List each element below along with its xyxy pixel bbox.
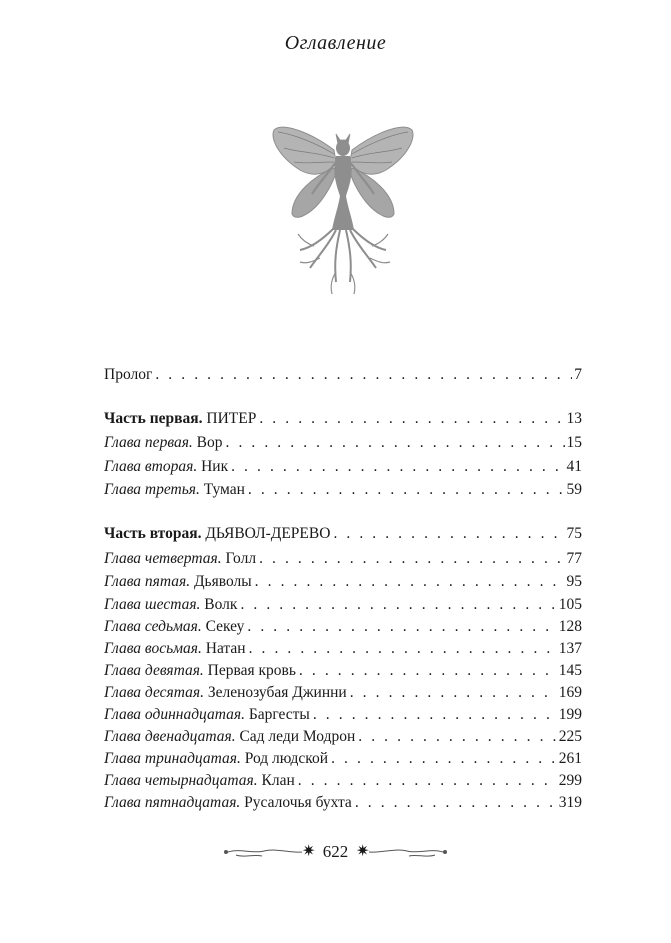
toc-entry-label	[104, 616, 247, 638]
dot-leader	[259, 548, 564, 570]
dot-leader	[249, 638, 557, 660]
toc-entry-title: Зеленозубая Джинни	[203, 684, 347, 701]
toc-heading: Оглавление	[284, 32, 387, 54]
toc-entry-prefix: Глава седьмая.	[104, 618, 202, 635]
dot-leader	[350, 682, 557, 704]
toc-entry-page: 261	[558, 750, 582, 767]
dot-leader	[231, 456, 564, 478]
dot-leader	[298, 770, 557, 792]
toc-entry	[104, 432, 582, 454]
toc-entry	[104, 616, 582, 638]
toc-entry-prefix: Глава одиннадцатая.	[104, 706, 245, 723]
toc-entry-prefix: Глава девятая.	[104, 662, 204, 679]
toc-entry-title: Волк	[200, 596, 238, 613]
dot-leader	[240, 594, 556, 616]
toc-entry-page: 105	[558, 596, 582, 613]
toc-entry-label	[104, 432, 226, 454]
toc-entry-page: 15	[566, 434, 582, 451]
toc-entry-page: 137	[558, 640, 582, 657]
dot-leader	[331, 748, 557, 770]
toc-entry	[104, 748, 582, 770]
toc-entry-label	[104, 456, 231, 478]
fairy-illustration	[270, 122, 416, 298]
toc-entry-page: 75	[566, 525, 582, 542]
toc-entry	[104, 364, 582, 386]
toc-entry-label	[104, 638, 249, 660]
toc-entry-page: 319	[558, 794, 582, 811]
toc-entry-page: 77	[566, 550, 582, 567]
toc-entry-title: Дьяволы	[190, 573, 252, 590]
toc-entry	[104, 523, 582, 545]
toc-entry-prefix: Глава первая.	[104, 434, 193, 451]
toc-entry	[104, 548, 582, 570]
toc-entry-prefix: Глава десятая.	[104, 684, 204, 701]
toc-entry-title: Натан	[201, 640, 246, 657]
dot-leader	[247, 616, 556, 638]
toc-entry-title: Клан	[257, 772, 295, 789]
toc-entry-title: Секеу	[201, 618, 245, 635]
toc-entry-title: Вор	[192, 434, 223, 451]
dot-leader	[259, 408, 564, 430]
toc-entry-prefix: Глава восьмая.	[104, 640, 202, 657]
toc-entry-label	[104, 770, 298, 792]
toc-entry-prefix: Глава третья.	[104, 481, 200, 498]
toc-entry	[104, 479, 582, 501]
toc-entry-label	[104, 748, 331, 770]
toc-entry-title: Туман	[199, 481, 245, 498]
toc-entry-prefix: Глава вторая.	[104, 458, 198, 475]
toc-entry-prefix: Глава четырнадцатая.	[104, 772, 258, 789]
star-right-icon: ✷	[356, 843, 370, 860]
dot-leader	[333, 523, 564, 545]
toc-entry-title: ПИТЕР	[202, 410, 257, 427]
toc-entry-page: 169	[558, 684, 582, 701]
toc-entry-title: Ник	[197, 458, 229, 475]
toc-entry-title: ДЬЯВОЛ-ДЕРЕВО	[201, 525, 331, 542]
toc-entry-page: 95	[566, 573, 582, 590]
toc-entry-label	[104, 571, 255, 593]
toc-entry-label	[104, 548, 259, 570]
toc-entry-prefix: Часть вторая.	[104, 525, 202, 542]
toc-entry-title: Пролог	[104, 366, 153, 383]
toc-entry-prefix: Глава двенадцатая.	[104, 728, 236, 745]
toc-entry	[104, 638, 582, 660]
toc-entry-label	[104, 726, 358, 748]
page-number: 622	[322, 842, 349, 861]
toc-entry-prefix: Глава четвертая.	[104, 550, 222, 567]
toc-entry	[104, 726, 582, 748]
toc-entry-label	[104, 364, 155, 386]
toc-entry	[104, 704, 582, 726]
toc-entry-page: 199	[558, 706, 582, 723]
toc-entry	[104, 660, 582, 682]
toc-entry-page: 13	[566, 410, 582, 427]
toc-entry-prefix: Часть первая.	[104, 410, 203, 427]
toc-entry-page: 299	[558, 772, 582, 789]
toc-entry-page: 225	[558, 728, 582, 745]
toc-entry-page: 7	[574, 366, 582, 383]
toc-entry	[104, 571, 582, 593]
dot-leader	[255, 571, 565, 593]
toc-entry	[104, 456, 582, 478]
page-footer	[0, 838, 671, 868]
toc-entry-label	[104, 594, 240, 616]
toc-entry	[104, 594, 582, 616]
toc-entry-label	[104, 408, 259, 430]
toc-entry-title: Баргесты	[244, 706, 310, 723]
toc-entry-prefix: Глава шестая.	[104, 596, 201, 613]
toc-entry-label	[104, 704, 313, 726]
toc-entry	[104, 408, 582, 430]
dot-leader	[248, 479, 565, 501]
toc-entry	[104, 682, 582, 704]
toc-entry	[104, 792, 582, 814]
toc-entry-title: Русалочья бухта	[240, 794, 352, 811]
dot-leader	[299, 660, 557, 682]
toc-entry-page: 128	[558, 618, 582, 635]
toc-entry-prefix: Глава пятая.	[104, 573, 191, 590]
toc-entry-title: Сад леди Модрон	[235, 728, 356, 745]
dot-leader	[355, 792, 557, 814]
toc-entry-title: Голл	[221, 550, 257, 567]
toc-entry-label	[104, 523, 333, 545]
toc-entry-label	[104, 479, 248, 501]
toc-entry-page: 145	[558, 662, 582, 679]
toc-entry-title: Первая кровь	[203, 662, 296, 679]
toc-entry-page: 59	[566, 481, 582, 498]
star-left-icon: ✷	[302, 843, 316, 860]
toc-entry-prefix: Глава пятнадцатая.	[104, 794, 241, 811]
toc-entry-prefix: Глава тринадцатая.	[104, 750, 241, 767]
toc-entry-label	[104, 792, 355, 814]
dot-leader	[155, 364, 572, 386]
toc-entry-page: 41	[566, 458, 582, 475]
toc-entry-label	[104, 660, 299, 682]
toc-entry-label	[104, 682, 350, 704]
dot-leader	[358, 726, 556, 748]
dot-leader	[313, 704, 557, 726]
dot-leader	[226, 432, 565, 454]
toc-entry-title: Род людской	[240, 750, 329, 767]
toc-entry	[104, 770, 582, 792]
